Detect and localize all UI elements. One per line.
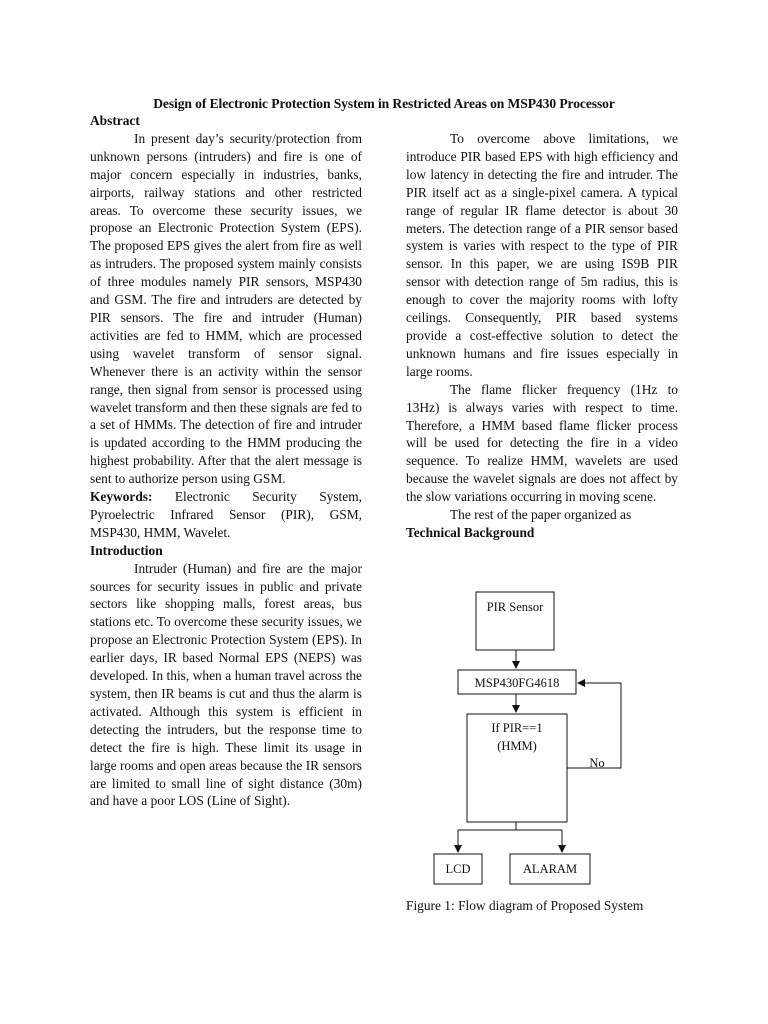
left-column [90, 112, 362, 810]
keywords-paragraph [90, 488, 362, 542]
msp-label: MSP430FG4618 [474, 676, 560, 690]
introduction-text: Intruder (Human) and fire are the major sources for security issues in public and private sectors like shopping malls, forest areas, bus stations etc. To overcome these security issues, we propose an Electronic Protection System (EPS). In earlier days, IR based Normal EPS (NEPS) was developed. In this, when a human travel across the system, then IR beams is cut and thus the alarm is activated. Although this system is efficient in detecting the intruders, but the response time to detect the fire is high. These limit its usage in large rooms and open areas because the IR sensors are limited to small line of sight distance (30m) and have a poor LOS (Line of Sight). [90, 560, 362, 809]
right-paragraph-3: The rest of the paper organized as [450, 507, 632, 523]
right-paragraph-1: To overcome above limitations, we introduce PIR based EPS with high efficiency and low latency in detecting the fire and intruder. The PIR itself act as a single-pixel camera. A typical range of regular IR flame detector is about 30 meters. The detection range of a PIR sensor based system is varies with respect to the type of PIR sensor. In this paper, we are using IS9B PIR sensor with detection range of 5m radius, this is enough to cover the majority rooms with lofty ceilings. Consequently, PIR based systems provide a cost-effective solution to detect the unknown humans and fire issues especially in large rooms. [406, 131, 678, 379]
abstract-text: In present day’s security/protection from unknown persons (intruders) and fire is one of major concern especially in industries, banks, airports, railway stations and other restricted areas. To overcome these security issues, we propose an Electronic Protection System (EPS). The proposed EPS gives the alert from fire as well as intruders. The proposed system mainly consists of three modules namely PIR sensors, MSP430 and GSM. The fire and intruders are detected by PIR sensors. The fire and intruder (Human) activities are fed to HMM, which are processed using wavelet transform of sensor signal. Whenever there is an activity within the sensor range, then signal from sensor is processed using wavelet transform and then these signals are fed to a set of HMMs. The detection of fire and intruder is updated according to the HMM producing the highest probability. After that the alert message is sent to authorize person using GSM. [90, 130, 362, 487]
decision-label-1: If PIR==1 [491, 721, 543, 735]
pir-sensor-label: PIR Sensor [486, 600, 544, 614]
decision-label-2: (HMM) [497, 739, 537, 753]
right-column [406, 130, 678, 542]
paper-title: Design of Electronic Protection System in Restricted Areas on MSP430 Processor [153, 96, 615, 111]
no-label: No [589, 756, 605, 770]
technical-background-heading: Technical Background [406, 524, 535, 540]
flow-diagram [406, 588, 682, 918]
keywords-label: Keywords: [90, 489, 153, 505]
figure-caption: Figure 1: Flow diagram of Proposed System [406, 898, 644, 913]
alarm-label: ALARAM [522, 862, 578, 876]
lcd-label: LCD [445, 862, 471, 876]
introduction-heading: Introduction [90, 542, 163, 558]
right-paragraph-2: The flame flicker frequency (1Hz to 13Hz) is always varies with respect to time. Therefore, a HMM based flame flicker process will be used for detecting the fire in a video sequence. To realize HMM, wavelets are used because the wavelet signals are does not affect by the slow variations occurring in moving scene. [406, 381, 678, 505]
abstract-heading: Abstract [90, 113, 140, 128]
keywords-text: Electronic Security System, Pyroelectric Infrared Sensor (PIR), GSM, MSP430, HMM, Wavelet. [90, 489, 362, 540]
